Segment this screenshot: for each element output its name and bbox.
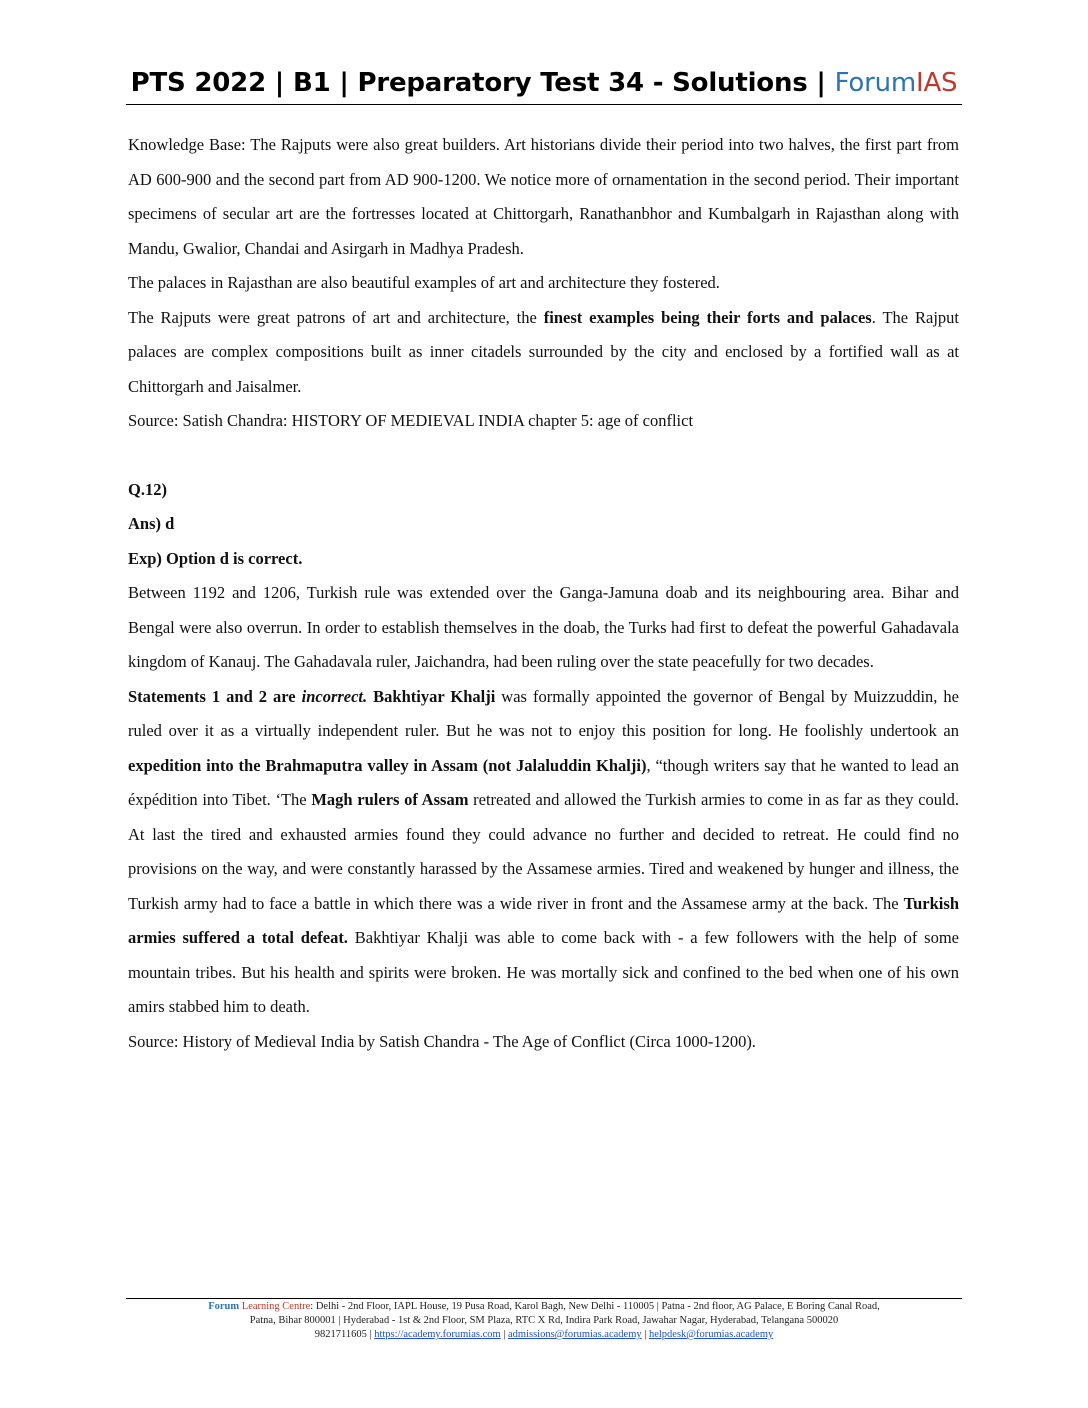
para2-text-1: was formally appointed the governor of Bengal by Muizzuddin, he ruled over it as a virtually independent ruler. But he was not to enjoy this position for long. He foolishly undertook an <box>128 686 959 740</box>
footer-separator: | <box>641 1329 649 1340</box>
statements-bold: Statements 1 and 2 are <box>128 686 302 706</box>
palaces-paragraph: The palaces in Rajasthan are also beautiful examples of art and architecture they fostered. <box>128 273 720 292</box>
footer-phone: 9821711605 | <box>314 1329 375 1340</box>
footer-separator: | <box>500 1329 509 1340</box>
footer-line-1 <box>120 1300 968 1314</box>
rajput-text-a: The Rajputs were great patrons of art and architecture, the <box>128 307 544 327</box>
main-content <box>128 128 959 1059</box>
footer-line-2: Patna, Bihar 800001 | Hyderabad - 1st & 2nd Floor, SM Plaza, RTC X Rd, Indira Park Road, Jawahar Nagar, Hyderabad, Telangana 500020 <box>249 1315 839 1326</box>
magh-rulers-bold: Magh rulers of Assam <box>311 790 469 809</box>
incorrect-italic: incorrect. <box>301 686 368 706</box>
footer-line-3 <box>120 1328 968 1342</box>
footer-centre-label: Learning Centre <box>239 1301 311 1312</box>
para2-text-2: , “though writers say that he wanted to lead an éxpédition into Tibet. ‘The <box>128 755 960 809</box>
para2-text-4: Bakhtiyar Khalji was able to come back with - a few followers with the help of some mountain tribes. But his health and spirits were broken. He was mortally sick and confined to the bed when one of his own amirs stabbed him to death. <box>128 928 959 1016</box>
page-footer <box>120 1300 968 1342</box>
question-number <box>128 473 959 508</box>
answer-text: Ans) d <box>128 514 175 533</box>
knowledge-base-label: Knowledge Base: <box>128 135 246 154</box>
answer-line <box>128 507 959 542</box>
knowledge-base-text: The Rajputs were also great builders. Art historians divide their period into two halves, the first part from AD 600-900 and the second part from AD 900-1200. We notice more of ornamentation in the second period. Their important specimens of secular art are the fortresses located at Chittorgarh, Ranathanbhor and Kumbalgarh in Rajasthan along with Mandu, Gwalior, Chandai and Asirgarh in Madhya Pradesh. <box>128 135 959 258</box>
brand-forum: Forum <box>834 68 916 98</box>
knowledge-base-source: Source: Satish Chandra: HISTORY OF MEDIEVAL INDIA chapter 5: age of conflict <box>128 411 694 430</box>
footer-address-1: : Delhi - 2nd Floor, IAPL House, 19 Pusa Road, Karol Bagh, New Delhi - 110005 | Patna - 2nd floor, AG Palace, E Boring Canal Road, <box>310 1301 880 1312</box>
header-divider <box>126 104 962 105</box>
defeat-bold: Turkish armies suffered a total defeat. <box>128 893 959 947</box>
rajput-text-b: . The Rajput palaces are complex compositions built as inner citadels surrounded by the city and enclosed by a fortified wall as at Chittorgarh and Jaisalmer. <box>128 307 959 396</box>
para2-text-3: retreated and allowed the Turkish armies to come in as far as they could. At last the tired and exhausted armies found they could advance no further and decided to retreat. He could find no provisions on the way, and were constantly harassed by the Assamese armies. Tired and weakened by hunger and illness, the Turkish army had to face a battle in which there was a wide river in front and the Assamese army at the back. The <box>128 790 959 913</box>
expedition-bold: expedition into the Brahmaputra valley in Assam (not Jalaluddin Khalji) <box>128 755 647 775</box>
explanation-paragraph-2 <box>128 680 959 1025</box>
footer-brand: Forum <box>208 1301 240 1312</box>
brand-ias: IAS <box>916 68 958 98</box>
rajput-patrons-paragraph <box>128 301 959 405</box>
page-header <box>126 68 962 98</box>
knowledge-base-paragraph <box>128 128 959 266</box>
explanation-heading <box>128 542 959 577</box>
academy-link[interactable]: https://academy.forumias.com <box>374 1329 501 1340</box>
header-title: PTS 2022 | B1 | Preparatory Test 34 - Solutions | <box>130 68 835 98</box>
section-spacer <box>128 439 959 473</box>
bakhtiyar-bold: Bakhtiyar Khalji <box>367 686 496 706</box>
explanation-text: Exp) Option d is correct. <box>128 548 303 568</box>
question-source: Source: History of Medieval India by Satish Chandra - The Age of Conflict (Circa 1000-1200). <box>128 1031 756 1051</box>
footer-divider <box>126 1298 962 1299</box>
explanation-paragraph-1: Between 1192 and 1206, Turkish rule was extended over the Ganga-Jamuna doab and its neighbouring area. Bihar and Bengal were also overrun. In order to establish themselves in the doab, the Turks had first to defeat the powerful Gahadavala kingdom of Kanauj. The Gahadavala ruler, Jaichandra, had been ruling over the state peacefully for two decades. <box>128 583 959 671</box>
rajput-text-bold: finest examples being their forts and palaces <box>543 307 872 327</box>
admissions-email-link[interactable]: admissions@forumias.academy <box>508 1329 642 1340</box>
helpdesk-email-link[interactable]: helpdesk@forumias.academy <box>648 1329 774 1340</box>
question-number-text: Q.12) <box>128 479 167 499</box>
